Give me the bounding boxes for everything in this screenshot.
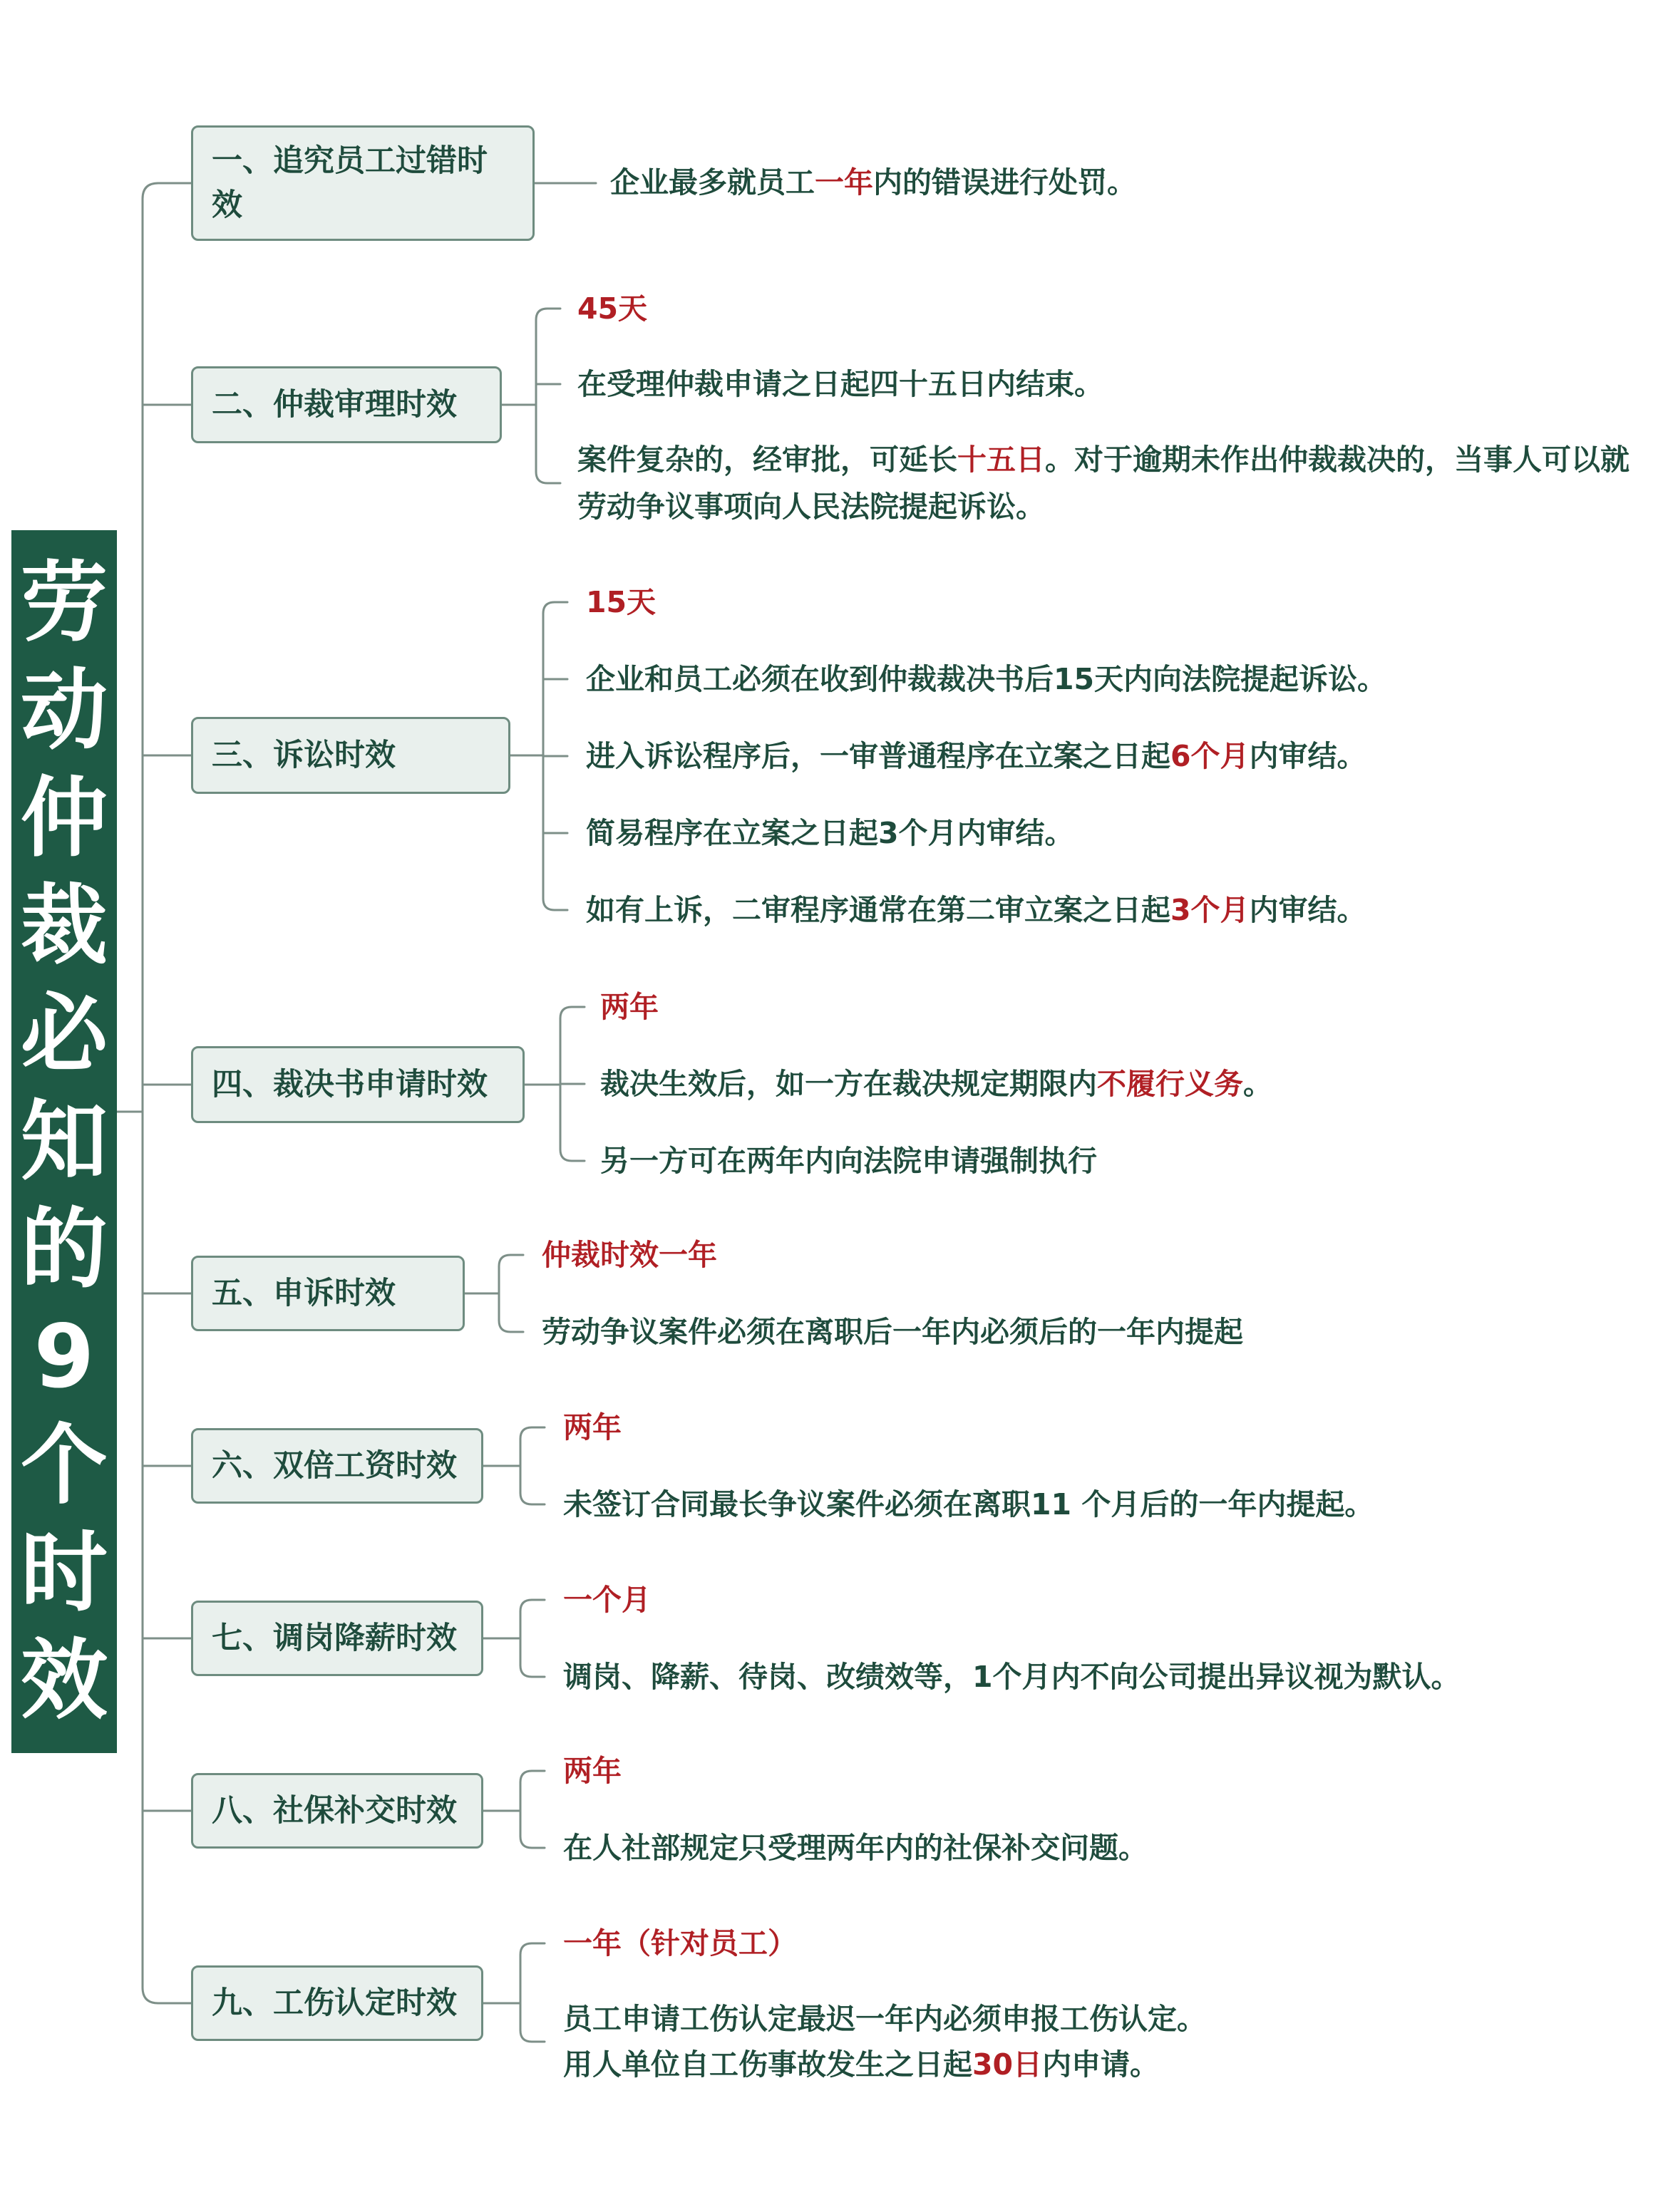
category-2-label: 二、仲裁审理时效	[212, 386, 457, 423]
category-3-line-2: 企业和员工必须在收到仲裁裁决书后15天内向法院提起诉讼。	[586, 662, 1387, 696]
main-spine	[143, 183, 158, 2003]
category-8-label: 八、社保补交时效	[212, 1792, 457, 1829]
category-1-box	[191, 125, 535, 241]
category-5-line-1: 仲裁时效一年	[542, 1238, 717, 1272]
title-banner	[11, 530, 117, 1753]
category-3-line-1: 15天	[586, 585, 657, 619]
title-char: 必	[21, 983, 108, 1085]
category-4-box	[191, 1046, 525, 1123]
category-6-bracket	[520, 1427, 545, 1504]
category-7-line-2: 调岗、降薪、待岗、改绩效等，1个月内不向公司提出异议视为默认。	[563, 1660, 1461, 1694]
category-6-box	[191, 1428, 483, 1504]
category-9-line-3: 用人单位自工伤事故发生之日起30日内申请。	[563, 2047, 1160, 2082]
title-char: 裁	[21, 875, 108, 977]
category-1-line-1: 企业最多就员工一年内的错误进行处罚。	[610, 165, 1136, 200]
category-6-line-2: 未签订合同最长争议案件必须在离职11 个月后的一年内提起。	[563, 1487, 1374, 1521]
category-8-line-1: 两年	[563, 1754, 622, 1788]
category-2-line-1: 45天	[577, 291, 648, 326]
category-6-line-1: 两年	[563, 1410, 622, 1444]
category-8-bracket	[520, 1771, 545, 1848]
category-3-line-4: 简易程序在立案之日起3个月内审结。	[586, 816, 1074, 850]
category-4-line-3: 另一方可在两年内向法院申请强制执行	[600, 1144, 1097, 1178]
category-4-line-2: 裁决生效后，如一方在裁决规定期限内不履行义务。	[600, 1067, 1272, 1101]
category-9-label: 九、工伤认定时效	[212, 1985, 457, 2021]
category-1-label: 一、追究员工过错时效	[212, 143, 488, 223]
category-2-bracket	[536, 309, 560, 483]
category-4-label: 四、裁决书申请时效	[212, 1066, 488, 1102]
category-7-line-1: 一个月	[563, 1583, 651, 1617]
category-5-bracket	[499, 1255, 523, 1332]
category-3-box	[191, 717, 510, 794]
category-2-line-3: 案件复杂的，经审批，可延长十五日。对于逾期未作出仲裁裁决的，当事人可以就劳动争议事项向人民法院提起诉讼。	[577, 443, 1630, 524]
category-8-box	[191, 1773, 483, 1849]
category-9-line-1: 一年（针对员工）	[563, 1926, 797, 1960]
category-4-line-1: 两年	[600, 990, 659, 1024]
title-char: 9	[34, 1306, 95, 1408]
category-7-bracket	[520, 1600, 545, 1677]
category-3-label: 三、诉讼时效	[212, 737, 396, 773]
category-8-line-2: 在人社部规定只受理两年内的社保补交问题。	[563, 1831, 1148, 1865]
title-char: 效	[21, 1630, 108, 1732]
category-2-line-2: 在受理仲裁申请之日起四十五日内结束。	[577, 367, 1103, 401]
title-char: 知	[21, 1090, 108, 1192]
category-5-box	[191, 1256, 465, 1331]
title-char: 的	[21, 1199, 108, 1301]
title-char: 仲	[21, 768, 108, 869]
title-char: 劳	[21, 552, 108, 653]
category-3-line-5: 如有上诉，二审程序通常在第二审立案之日起3个月内审结。	[586, 893, 1366, 927]
category-9-box	[191, 1965, 483, 2041]
category-3-line-3: 进入诉讼程序后，一审普通程序在立案之日起6个月内审结。	[586, 739, 1366, 773]
category-7-box	[191, 1601, 483, 1676]
category-2-box	[191, 366, 502, 443]
category-7-label: 七、调岗降薪时效	[212, 1620, 457, 1656]
category-9-bracket	[520, 1943, 545, 2042]
category-5-line-2: 劳动争议案件必须在离职后一年内必须后的一年内提起	[542, 1315, 1243, 1349]
title-char: 动	[21, 659, 108, 761]
category-9-line-2: 员工申请工伤认定最迟一年内必须申报工伤认定。	[563, 2002, 1206, 2036]
title-char: 个	[21, 1414, 108, 1516]
title-char: 时	[21, 1522, 108, 1624]
category-5-label: 五、申诉时效	[212, 1275, 396, 1311]
category-6-label: 六、双倍工资时效	[212, 1447, 457, 1484]
